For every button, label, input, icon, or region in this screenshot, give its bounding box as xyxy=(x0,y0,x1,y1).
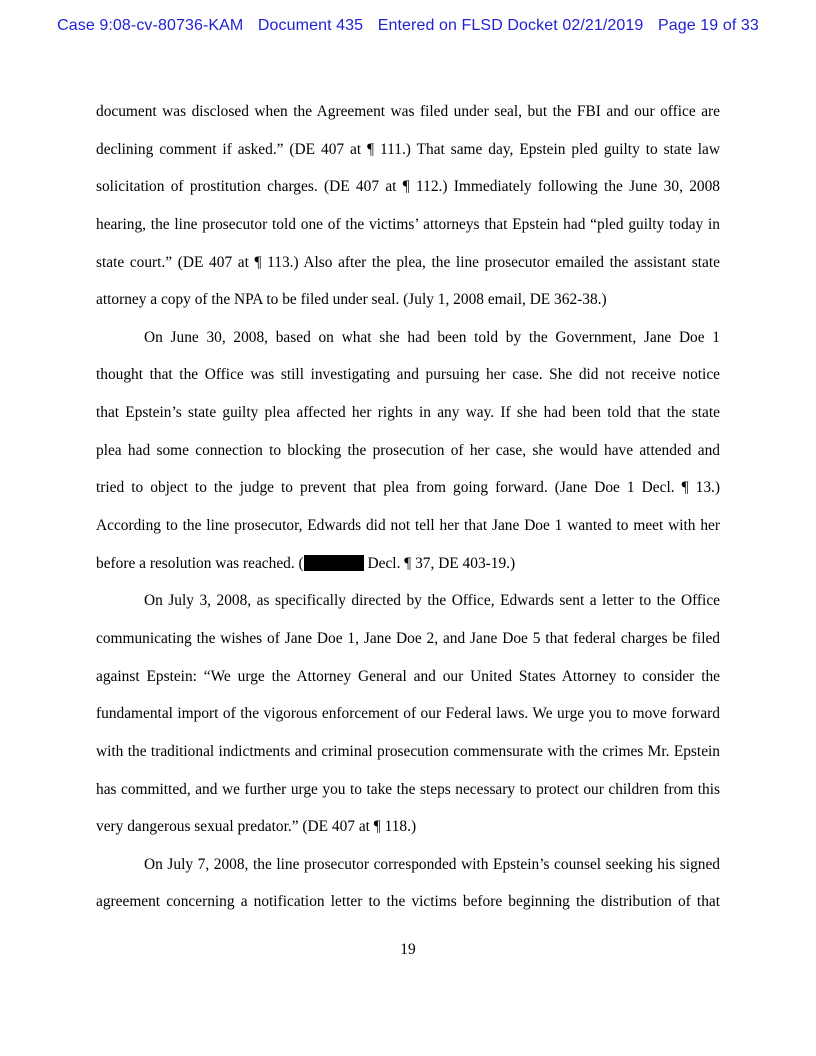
text-fragment: Decl. ¶ 37, DE 403-19.) xyxy=(363,554,516,572)
page-of-pages: Page 19 of 33 xyxy=(657,17,759,34)
text-line: According to the line prosecutor, Edwards did not tell her that Jane Doe 1 wanted to meet with her xyxy=(96,517,720,535)
document-body xyxy=(96,93,720,921)
text-line: hearing, the line prosecutor told one of the victims’ attorneys that Epstein had “pled guilty today in xyxy=(96,215,720,233)
text-line: On July 3, 2008, as specifically directed by the Office, Edwards sent a letter to the Office xyxy=(144,592,720,610)
page-number: 19 xyxy=(400,941,416,958)
text-line: tried to object to the judge to prevent that plea from going forward. (Jane Doe 1 Decl. ¶ 13.) xyxy=(96,479,720,497)
text-line-redacted xyxy=(96,545,720,583)
text-line: that Epstein’s state guilty plea affected her rights in any way. If she had been told that the state xyxy=(96,404,720,422)
text-line: communicating the wishes of Jane Doe 1, Jane Doe 2, and Jane Doe 5 that federal charges be filed xyxy=(96,629,720,647)
docket-header xyxy=(0,17,816,35)
text-line: declining comment if asked.” (DE 407 at ¶ 111.) That same day, Epstein pled guilty to state law xyxy=(96,140,720,158)
paragraph xyxy=(96,93,720,319)
paragraph xyxy=(96,582,720,845)
case-number: Case 9:08-cv-80736-KAM xyxy=(57,17,244,34)
text-line: agreement concerning a notification letter to the victims before beginning the distribution of that xyxy=(96,893,720,911)
text-line: very dangerous sexual predator.” (DE 407 at ¶ 118.) xyxy=(96,818,417,836)
paragraph xyxy=(96,846,720,921)
text-line: plea had some connection to blocking the prosecution of her case, she would have attended and xyxy=(96,441,720,459)
docket-entry: Entered on FLSD Docket 02/21/2019 xyxy=(377,17,644,34)
paragraph xyxy=(96,319,720,582)
text-line: with the traditional indictments and criminal prosecution commensurate with the crimes Mr. Epstein xyxy=(96,742,720,760)
redaction-box xyxy=(304,555,364,571)
text-line: state court.” (DE 407 at ¶ 113.) Also after the plea, the line prosecutor emailed the assistant state xyxy=(96,253,720,271)
text-line: fundamental import of the vigorous enforcement of our Federal laws. We urge you to move forward xyxy=(96,705,720,723)
text-fragment: before a resolution was reached. ( xyxy=(96,554,304,572)
text-line: On July 7, 2008, the line prosecutor corresponded with Epstein’s counsel seeking his signed xyxy=(144,855,720,873)
text-line: On June 30, 2008, based on what she had been told by the Government, Jane Doe 1 xyxy=(144,328,720,346)
text-line: attorney a copy of the NPA to be filed under seal. (July 1, 2008 email, DE 362-38.) xyxy=(96,291,607,309)
text-line: thought that the Office was still investigating and pursuing her case. She did not receive notice xyxy=(96,366,720,384)
text-line: has committed, and we further urge you to take the steps necessary to protect our children from this xyxy=(96,780,720,798)
document-number: Document 435 xyxy=(257,17,364,34)
text-line: solicitation of prostitution charges. (DE 407 at ¶ 112.) Immediately following the June 30, 2008 xyxy=(96,178,720,196)
text-line: against Epstein: “We urge the Attorney General and our United States Attorney to consider the xyxy=(96,667,720,685)
text-line: document was disclosed when the Agreement was filed under seal, but the FBI and our office are xyxy=(96,103,720,120)
